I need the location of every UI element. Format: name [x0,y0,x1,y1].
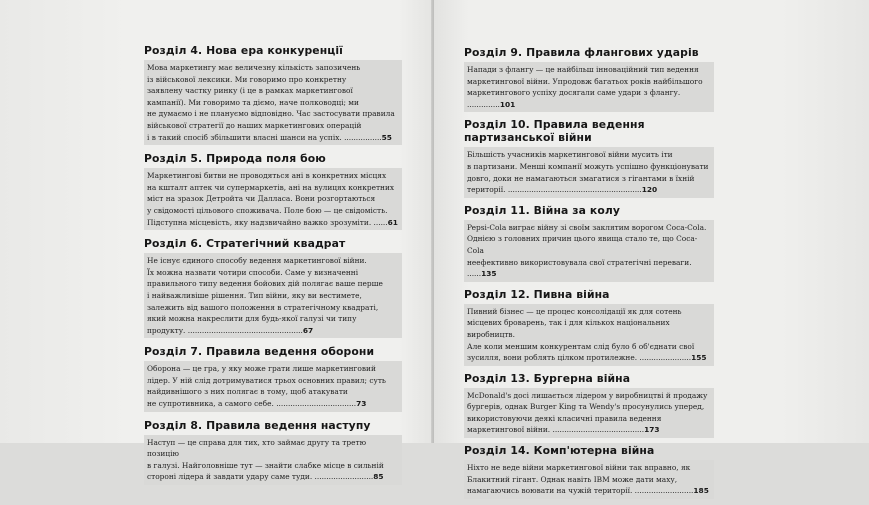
page-number: 101 [499,99,516,109]
left-section-list [144,44,402,492]
chapter-summary-text: Маркетингові битви не проводяться ані в конкретних місцях на кшталт аптек чи супермаркетів, ані на вулицях конкретних міст на зразок Детройта чи Далласа. Вони розгортаються у свідомості цільового споживача. Поле бою — це свідомість. Підступна місцевість, яку надзвичайно важко зрозуміти. [147,171,395,227]
leader-dots: ...................... [639,353,692,363]
chapter-title: Розділ 14. Комп'ютерна війна [464,444,655,458]
page-number: 120 [641,185,658,195]
page-number: 85 [373,472,384,482]
chapter-title: Розділ 10. Правила ведення партизанської війни [464,118,645,145]
chapter-summary [144,253,402,338]
chapter-title: Розділ 13. Бургерна війна [464,371,631,385]
chapter-title: Розділ 9. Правила флангових ударів [464,46,699,59]
chapter-13 [464,372,714,438]
chapter-title: Розділ 12. Пивна війна [464,287,610,301]
leader-dots: .................................. [276,399,357,409]
chapter-12 [464,288,714,366]
right-page [434,0,869,496]
chapter-summary-text: Ніхто не веде війни маркетингової війни так вправно, як Блакитний гігант. Однак навіть IBM може дати маху, намагаючись воювати на чужій території. [467,463,691,496]
chapter-summary [144,168,402,230]
chapter-summary [464,220,714,282]
right-section-list [464,46,714,505]
chapter-summary-text: Наступ — це справа для тих, хто займає другу та третю позицію в галузі. Найголовніше тут — знайти слабке місце в сильній стороні лідера й завдати удару саме туди. [147,437,384,482]
leader-dots: ....................................... [552,425,645,435]
leader-dots: ................................................. [187,325,303,335]
leader-dots: ...... [467,269,482,279]
chapter-summary [144,361,402,411]
page-number: 55 [381,132,392,142]
chapter-summary-text: Pepsi-Cola виграє війну зі своїм заклятим ворогом Coca-Cola. Однією з головних причин цього явища стало те, що Coca-Cola неефективно використовувала свої стратегічні переваги. [467,222,707,267]
chapter-title: Розділ 8. Правила ведення наступу [144,418,371,432]
chapter-summary-text: McDonald's досі лишається лідером у виробництві й продажу бургерів, однак Burger King та Wendy's просунулись уперед, використовуючи деякі класичні правила ведення маркетингової війни. [467,390,708,435]
leader-dots: .............. [467,99,500,109]
leader-dots: ......................... [314,472,374,482]
chapter-9 [464,46,714,112]
page-number: 173 [644,425,660,435]
chapter-14 [464,444,714,499]
chapter-summary-text: Напади з флангу — це найбільш інноваційний тип ведення маркетингової війни. Упродовж багатьох років найбільшого маркетингового успіху досягали саме удари з флангу. [467,65,703,98]
left-page [0,0,433,482]
chapter-summary [464,304,714,366]
chapter-summary-text: Пивний бізнес — це процес консолідації як для сотень місцевих броварень, так і для кількох національних виробництв. Але коли меншим конкурентам слід було б об'єднати свої зусилля, вони роблять цілком протилежне. [467,306,695,363]
chapter-summary-text: Не існує єдиного способу ведення маркетингової війни. Їх можна назвати чотири способи. Саме у визначенні правильного типу ведення бойових дій полягає ваше перше і найважливіше рішення. Тип війни, яку ви вестимете, залежить від вашого положення в стратегічному квадраті, який можна накреслити для будь-якої галузі чи типу продукту. [147,256,383,335]
chapter-summary-text: Мова маркетингу має величезну кількість запозичень із військової лексики. Ми говоримо про конкретну заявлену частку ринку (і це в рамках маркетингової кампанії). Ми говоримо та діємо, наче полководці; ми не думаємо і не плануємо відповідно. Час застосувати правила військової стратегії до наших маркетингових операцій і в такий спосіб збільшити власні шанси на успіх. [147,63,395,142]
chapter-8 [144,419,402,485]
chapter-summary-text: Більшість учасників маркетингової війни мусить іти в партизани. Менші компанії можуть успішно функціонувати довго, доки не намагаються змагатися з гігантами в їхній території. [467,150,709,195]
leader-dots: ................ [344,132,382,142]
page-number: 67 [302,325,314,335]
chapter-summary [464,460,714,499]
chapter-summary [464,388,714,438]
leader-dots: ...... [373,217,388,227]
chapter-6 [144,237,402,338]
page-number: 135 [481,269,497,279]
chapter-summary-text: Оборона — це гра, у яку може грати лише маркетинговий лідер. У ній слід дотримуватися трьох основних правил; суть найдивнішого з них полягає в тому, щоб атакувати не супротивника, а самого себе. [147,364,386,409]
chapter-title: Розділ 7. Правила ведення оборони [144,345,375,359]
chapter-title: Розділ 11. Війна за колу [464,203,620,217]
chapter-summary [144,60,402,145]
chapter-title: Розділ 5. Природа поля бою [144,152,326,166]
chapter-title: Розділ 6. Стратегічний квадрат [144,237,346,251]
chapter-11 [464,204,714,282]
chapter-4 [144,44,402,145]
page-number: 155 [691,353,707,363]
page-number: 73 [356,399,367,409]
chapter-summary [464,62,714,112]
page-number: 185 [693,486,709,496]
leader-dots: ......................................................... [507,185,642,195]
chapter-7 [144,345,402,411]
chapter-summary [464,147,714,197]
chapter-5 [144,152,402,230]
page-number: 61 [387,217,398,227]
chapter-title: Розділ 4. Нова ера конкуренції [144,44,343,57]
leader-dots: ......................... [634,486,694,496]
chapter-10 [464,118,714,197]
chapter-summary [144,435,402,485]
